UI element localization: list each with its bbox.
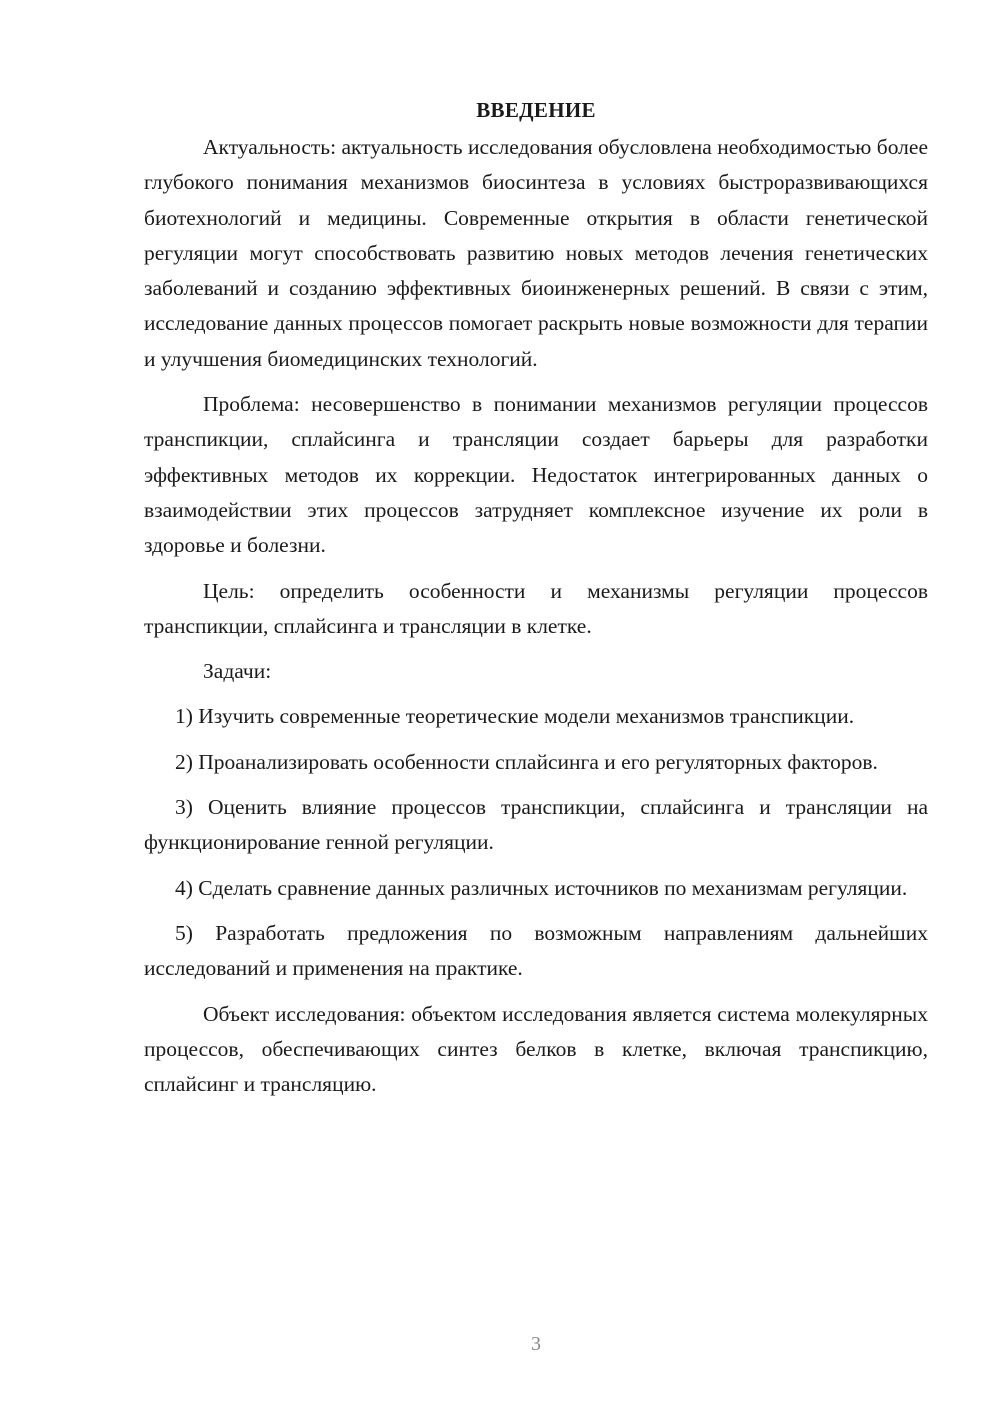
section-heading: ВВЕДЕНИЕ [476, 98, 596, 122]
goal-paragraph: Цель: определить особенности и механизмы регуляции процессов транспикции, сплайсинга и трансляции в клетке. [144, 578, 928, 638]
task-item-4: 4) Сделать сравнение данных различных источников по механизмам регуляции. [175, 875, 908, 900]
task-item-1: 1) Изучить современные теоретические модели механизмов транспикции. [175, 704, 855, 729]
page-number: 3 [531, 1333, 541, 1355]
task-item-2: 2) Проанализировать особенности сплайсинга и его регуляторных факторов. [175, 749, 878, 774]
object-paragraph: Объект исследования: объектом исследования является система молекулярных процессов, обеспечивающих синтез белков в клетке, включая транспикцию, сплайсинг и трансляцию. [144, 1001, 928, 1097]
problem-paragraph: Проблема: несовершенство в понимании механизмов регуляции процессов транспикции, сплайсинга и трансляции создает барьеры для разработки эффективных методов их коррекции. Недостаток интегрированных данных о взаимодействии этих процессов затрудняет комплексное изучение их роли в здоровье и болезни. [144, 392, 928, 558]
page-body [144, 92, 928, 1112]
task-item-5: 5) Разработать предложения по возможным направлениям дальнейших исследований и применения на практике. [144, 920, 928, 981]
tasks-label: Задачи: [203, 659, 272, 684]
relevance-paragraph: Актуальность: актуальность исследования обусловлена необходимостью более глубокого понимания механизмов биосинтеза в условиях быстроразвивающихся биотехнологий и медицины. Современные открытия в области генетической регуляции могут способствовать развитию новых методов лечения генетических заболеваний и созданию эффективных биоинженерных решений. В связи с этим, исследование данных процессов помогает раскрыть новые возможности для терапии и улучшения биомедицинских технологий. [144, 135, 928, 371]
task-item-3: 3) Оценить влияние процессов транспикции, сплайсинга и трансляции на функционирование генной регуляции. [144, 795, 928, 855]
